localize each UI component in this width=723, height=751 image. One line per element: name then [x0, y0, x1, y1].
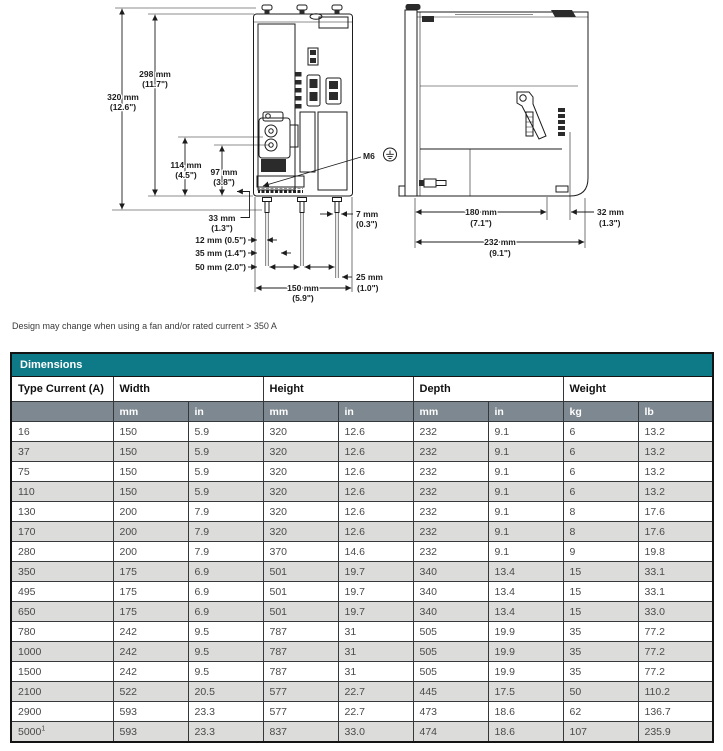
- cell: 9.1: [488, 502, 563, 522]
- col-group-width: Width: [113, 377, 263, 402]
- cell: 340: [413, 562, 488, 582]
- cell: 150: [113, 422, 188, 442]
- cell: 35: [563, 642, 638, 662]
- dim-150-in: (5.9"): [292, 293, 314, 303]
- cell: 9.1: [488, 442, 563, 462]
- dim-33-in: (1.3"): [211, 223, 233, 233]
- cell: 320: [263, 482, 338, 502]
- cell: 340: [413, 602, 488, 622]
- table-row: [11, 522, 713, 542]
- table-row: [11, 602, 713, 622]
- cell: 200: [113, 542, 188, 562]
- unit-weight-kg: kg: [563, 402, 638, 422]
- cell: 1000: [11, 642, 113, 662]
- cell: 22.7: [338, 682, 413, 702]
- cell: 9.5: [188, 622, 263, 642]
- cell: 320: [263, 442, 338, 462]
- cell: 232: [413, 502, 488, 522]
- cell: 505: [413, 642, 488, 662]
- cell: 13.2: [638, 442, 713, 462]
- cell: 9.1: [488, 462, 563, 482]
- cell: 780: [11, 622, 113, 642]
- cell: 370: [263, 542, 338, 562]
- cell: 9.1: [488, 422, 563, 442]
- cell: 175: [113, 582, 188, 602]
- cell: 19.9: [488, 642, 563, 662]
- cell: 445: [413, 682, 488, 702]
- cell: 320: [263, 422, 338, 442]
- cell: 6.9: [188, 602, 263, 622]
- cell: 13.4: [488, 602, 563, 622]
- dim-97-in: (3.8"): [213, 177, 235, 187]
- dim-180-in: (7.1"): [470, 218, 492, 228]
- cell: 9.1: [488, 542, 563, 562]
- unit-width-mm: mm: [113, 402, 188, 422]
- cell: 14.6: [338, 542, 413, 562]
- table-row: [11, 542, 713, 562]
- front-view-dimensions: [107, 8, 396, 303]
- table-row: [11, 582, 713, 602]
- cell: 9.1: [488, 522, 563, 542]
- cell: 175: [113, 562, 188, 582]
- cell: 787: [263, 642, 338, 662]
- cell: 6: [563, 442, 638, 462]
- cell: 33.0: [338, 722, 413, 743]
- cell: 33.1: [638, 582, 713, 602]
- cell: 31: [338, 662, 413, 682]
- dimensions-table: [10, 352, 714, 743]
- cell: 232: [413, 462, 488, 482]
- table-row: [11, 422, 713, 442]
- bottom-stud-icon: [263, 198, 342, 213]
- cell: 200: [113, 502, 188, 522]
- dim-32-mm: 32 mm: [597, 207, 624, 217]
- dim-35: 35 mm (1.4"): [195, 248, 246, 258]
- cell: 235.9: [638, 722, 713, 743]
- table-body: [11, 422, 713, 743]
- cell: 33.0: [638, 602, 713, 622]
- cell: 320: [263, 462, 338, 482]
- dim-114-in: (4.5"): [175, 170, 197, 180]
- dim-114-mm: 114 mm: [170, 160, 202, 170]
- cell: 31: [338, 642, 413, 662]
- dim-50: 50 mm (2.0"): [195, 262, 246, 272]
- unit-width-in: in: [188, 402, 263, 422]
- dim-232-in: (9.1"): [489, 248, 511, 258]
- cell: 110.2: [638, 682, 713, 702]
- cell: 505: [413, 662, 488, 682]
- cell: 320: [263, 522, 338, 542]
- cell: 50: [563, 682, 638, 702]
- table-row: [11, 502, 713, 522]
- cell: 136.7: [638, 702, 713, 722]
- cell: 232: [413, 482, 488, 502]
- cell: 23.3: [188, 702, 263, 722]
- table-row: [11, 562, 713, 582]
- cell: 577: [263, 702, 338, 722]
- cell: 473: [413, 702, 488, 722]
- cell: 20.5: [188, 682, 263, 702]
- cell: 175: [113, 602, 188, 622]
- dim-298-in: (11.7"): [142, 79, 168, 89]
- dim-232-mm: 232 mm: [484, 237, 516, 247]
- cell: 77.2: [638, 642, 713, 662]
- cell: 19.7: [338, 582, 413, 602]
- dim-298-mm: 298 mm: [139, 69, 171, 79]
- cell: 505: [413, 622, 488, 642]
- cell: 2900: [11, 702, 113, 722]
- unit-height-in: in: [338, 402, 413, 422]
- cell: 242: [113, 622, 188, 642]
- cell: 17.5: [488, 682, 563, 702]
- table-row: [11, 482, 713, 502]
- cell: 5.9: [188, 482, 263, 502]
- side-view-drawing: [399, 4, 588, 196]
- cell: 31: [338, 622, 413, 642]
- cell: 9.5: [188, 642, 263, 662]
- cell: 15: [563, 602, 638, 622]
- cell: 787: [263, 622, 338, 642]
- cell: 5.9: [188, 422, 263, 442]
- table-row: [11, 622, 713, 642]
- cell: 37: [11, 442, 113, 462]
- cell: 232: [413, 522, 488, 542]
- cell: 16: [11, 422, 113, 442]
- cell: 8: [563, 502, 638, 522]
- cell: 593: [113, 702, 188, 722]
- cell: 35: [563, 662, 638, 682]
- cell: 19.8: [638, 542, 713, 562]
- table-row: [11, 702, 713, 722]
- cell: 13.2: [638, 462, 713, 482]
- dim-320-mm: 320 mm: [107, 92, 139, 102]
- dim-33-mm: 33 mm: [208, 213, 236, 223]
- cell: 13.4: [488, 582, 563, 602]
- unit-depth-in: in: [488, 402, 563, 422]
- cell: 15: [563, 582, 638, 602]
- cell: 242: [113, 642, 188, 662]
- cell: 150: [113, 442, 188, 462]
- cell: 1500: [11, 662, 113, 682]
- cell: 6: [563, 482, 638, 502]
- cell: 2100: [11, 682, 113, 702]
- dim-7-in: (0.3"): [356, 219, 378, 229]
- cell: 107: [563, 722, 638, 743]
- cell: 7.9: [188, 502, 263, 522]
- cell: 150: [113, 482, 188, 502]
- cell: 232: [413, 542, 488, 562]
- cell: 200: [113, 522, 188, 542]
- cell: 6: [563, 462, 638, 482]
- cell: 19.9: [488, 622, 563, 642]
- cell: 7.9: [188, 542, 263, 562]
- cell: 12.6: [338, 442, 413, 462]
- unit-weight-lb: lb: [638, 402, 713, 422]
- cell: 501: [263, 562, 338, 582]
- cell: 12.6: [338, 482, 413, 502]
- dim-320-in: (12.6"): [109, 102, 137, 112]
- cell: 232: [413, 442, 488, 462]
- cell: 170: [11, 522, 113, 542]
- table-row: [11, 462, 713, 482]
- cell: 9.1: [488, 482, 563, 502]
- ground-symbol-icon: [384, 148, 397, 161]
- cell: 17.6: [638, 502, 713, 522]
- col-group-type-current: Type Current (A): [11, 377, 113, 402]
- cell: 22.7: [338, 702, 413, 722]
- cell: 12.6: [338, 422, 413, 442]
- unit-height-mm: mm: [263, 402, 338, 422]
- table-row: [11, 662, 713, 682]
- table-row: [11, 642, 713, 662]
- cell: 9.5: [188, 662, 263, 682]
- dim-150-mm: 150 mm: [287, 283, 319, 293]
- table-row: [11, 442, 713, 462]
- cell: 77.2: [638, 622, 713, 642]
- cell: 77.2: [638, 662, 713, 682]
- side-view-dimensions: [415, 132, 624, 258]
- cell: 232: [413, 422, 488, 442]
- table-group-header-row: [11, 377, 713, 402]
- cell: 242: [113, 662, 188, 682]
- unit-depth-mm: mm: [413, 402, 488, 422]
- cell: 12.6: [338, 502, 413, 522]
- cell: 474: [413, 722, 488, 743]
- dim-12: 12 mm (0.5"): [195, 235, 246, 245]
- cell: 501: [263, 582, 338, 602]
- dim-25-in: (1.0"): [357, 283, 379, 293]
- col-group-depth: Depth: [413, 377, 563, 402]
- cell: 17.6: [638, 522, 713, 542]
- cell: 650: [11, 602, 113, 622]
- cell: 522: [113, 682, 188, 702]
- cell: 130: [11, 502, 113, 522]
- cell: 23.3: [188, 722, 263, 743]
- cell: 13.2: [638, 482, 713, 502]
- dim-97-mm: 97 mm: [210, 167, 238, 177]
- footnote-superscript: 1: [41, 725, 46, 732]
- cell: 280: [11, 542, 113, 562]
- dim-7-mm: 7 mm: [356, 209, 379, 219]
- cell: 320: [263, 502, 338, 522]
- unit-blank: [11, 402, 113, 422]
- cell: 787: [263, 662, 338, 682]
- table-row: [11, 682, 713, 702]
- cell: 7.9: [188, 522, 263, 542]
- col-group-height: Height: [263, 377, 413, 402]
- cell: 12.6: [338, 462, 413, 482]
- dim-m6-label: M6: [363, 151, 375, 161]
- dimension-drawing: [0, 0, 723, 308]
- cell: 5.9: [188, 442, 263, 462]
- cell: 6: [563, 422, 638, 442]
- cell: 9: [563, 542, 638, 562]
- cell: 150: [113, 462, 188, 482]
- cell: 13.2: [638, 422, 713, 442]
- design-note: Design may change when using a fan and/or rated current > 350 A: [12, 321, 277, 331]
- cell: 6.9: [188, 562, 263, 582]
- cell: 837: [263, 722, 338, 743]
- cell: 19.9: [488, 662, 563, 682]
- dim-180-mm: 180 mm: [465, 207, 497, 217]
- cell: 18.6: [488, 722, 563, 743]
- table-title: Dimensions: [11, 353, 713, 377]
- cell: 12.6: [338, 522, 413, 542]
- cell: 5000$^1$: [11, 722, 113, 743]
- cell: 350: [11, 562, 113, 582]
- cell: 15: [563, 562, 638, 582]
- cell: 495: [11, 582, 113, 602]
- cell: 5.9: [188, 462, 263, 482]
- cell: 110: [11, 482, 113, 502]
- cell: 6.9: [188, 582, 263, 602]
- col-group-weight: Weight: [563, 377, 713, 402]
- cell: 501: [263, 602, 338, 622]
- dim-25-mm: 25 mm: [356, 272, 383, 282]
- cell: 19.7: [338, 602, 413, 622]
- cell: 18.6: [488, 702, 563, 722]
- cell: 75: [11, 462, 113, 482]
- cell: 62: [563, 702, 638, 722]
- cell: 33.1: [638, 562, 713, 582]
- cell: 8: [563, 522, 638, 542]
- table-title-row: [11, 353, 713, 377]
- table-row: [11, 722, 713, 743]
- cell: 13.4: [488, 562, 563, 582]
- cell: 577: [263, 682, 338, 702]
- cell: 19.7: [338, 562, 413, 582]
- cell: 593: [113, 722, 188, 743]
- table-unit-header-row: [11, 402, 713, 422]
- cell: 35: [563, 622, 638, 642]
- dim-32-in: (1.3"): [599, 218, 621, 228]
- front-view-drawing: [254, 5, 353, 278]
- cell: 340: [413, 582, 488, 602]
